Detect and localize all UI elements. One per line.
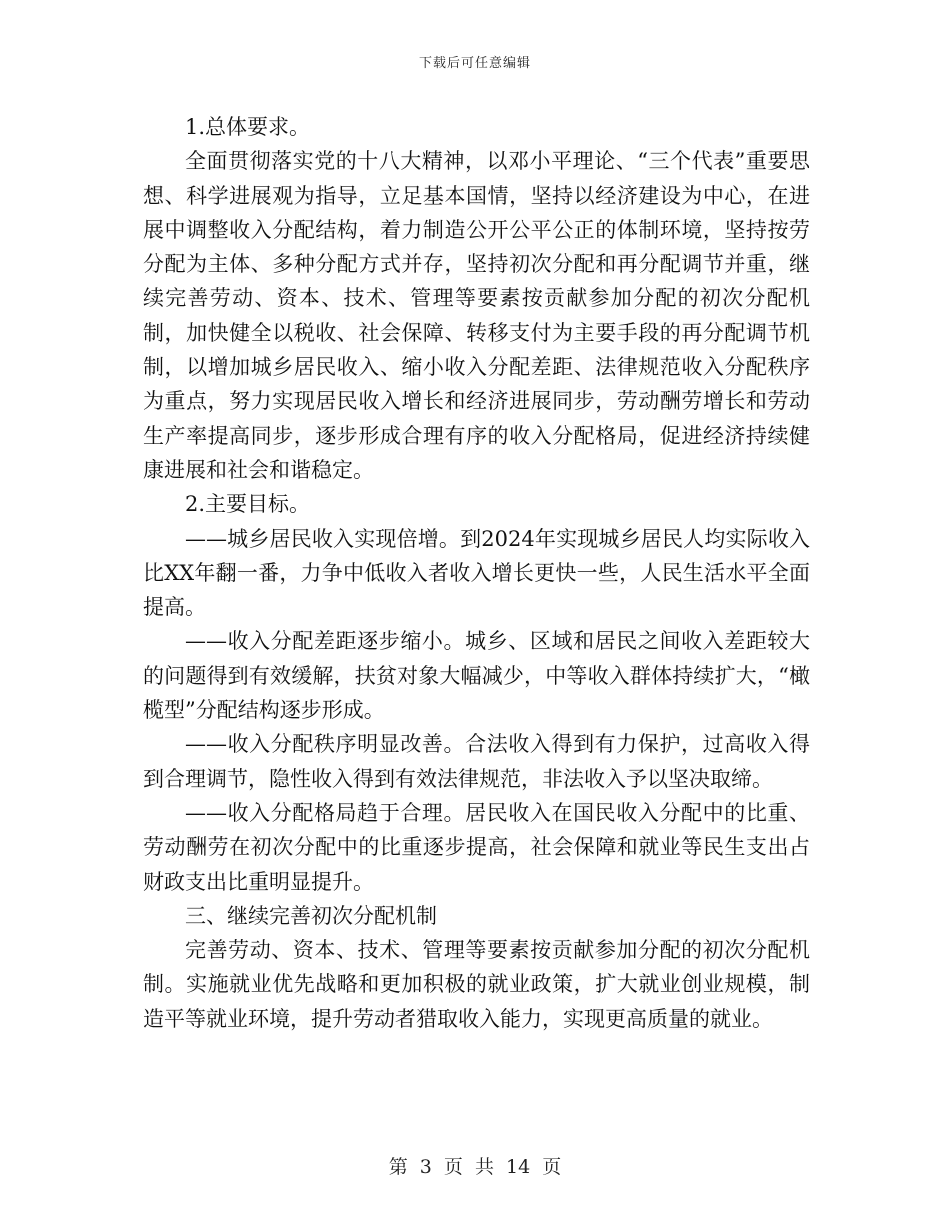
paragraph-goal-gap-narrowing: ——收入分配差距逐步缩小。城乡、区域和居民之间收入差距较大的问题得到有效缓解，扶贫对象大幅减少，中等收入群体持续扩大，“橄榄型”分配结构逐步形成。 <box>143 629 810 723</box>
paragraph-overall-requirements: 全面贯彻落实党的十八大精神，以邓小平理论、“三个代表”重要思想、科学进展观为指导，立足基本国情，坚持以经济建设为中心，在进展中调整收入分配结构，着力制造公开公平公正的体制环境，坚持按劳分配为主体、多种分配方式并存，坚持初次分配和再分配调节并重，继续完善劳动、资本、技术、管理等要素按贡献参加分配的初次分配机制，加快健全以税收、社会保障、转移支付为主要手段的再分配调节机制，以增加城乡居民收入、缩小收入分配差距、法律规范收入分配秩序为重点，努力实现居民收入增长和经济进展同步，劳动酬劳增长和劳动生产率提高同步，逐步形成合理有序的收入分配格局，促进经济持续健康进展和社会和谐稳定。 <box>143 149 810 482</box>
page-header-note: 下载后可任意编辑 <box>418 56 531 71</box>
document-body <box>143 110 810 1036</box>
paragraph-goal-pattern-rational: ——收入分配格局趋于合理。居民收入在国民收入分配中的比重、劳动酬劳在初次分配中的比重逐步提高，社会保障和就业等民生支出占财政支出比重明显提升。 <box>143 800 810 894</box>
paragraph-primary-distribution: 完善劳动、资本、技术、管理等要素按贡献参加分配的初次分配机制。实施就业优先战略和更加积极的就业政策，扩大就业创业规模，制造平等就业环境，提升劳动者猎取收入能力，实现更高质量的就业。 <box>143 938 810 1031</box>
section-heading-primary-distribution: 三、继续完善初次分配机制 <box>185 903 437 928</box>
paragraph-goal-income-doubling: ——城乡居民收入实现倍增。到2024年实现城乡居民人均实际收入比XX年翻一番，力争中低收入者收入增长更快一些，人民生活水平全面提高。 <box>143 526 810 620</box>
paragraph-main-goals-heading: 2.主要目标。 <box>185 492 311 517</box>
paragraph-overall-requirements-heading: 1.总体要求。 <box>185 115 311 139</box>
paragraph-goal-order-improvement: ——收入分配秩序明显改善。合法收入得到有力保护，过高收入得到合理调节，隐性收入得到有效法律规范，非法收入予以坚决取缔。 <box>143 732 810 791</box>
page-number-footer: 第 3 页 共 14 页 <box>388 1156 562 1178</box>
